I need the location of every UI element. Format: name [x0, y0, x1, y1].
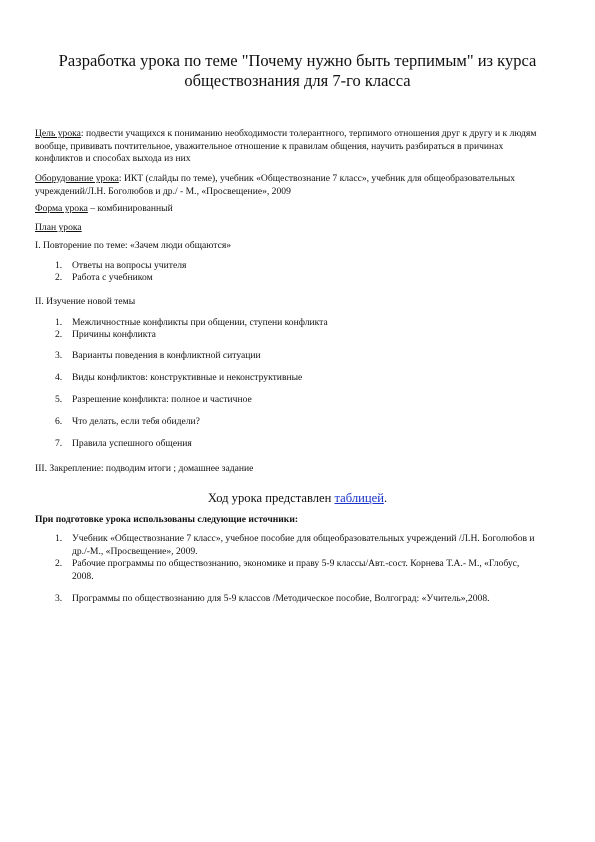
goal-paragraph	[35, 128, 565, 166]
section-2-heading: II. Изучение новой темы	[35, 296, 136, 307]
list-number: 6.	[55, 416, 63, 427]
title-line-1: Разработка урока по теме "Почему нужно быть терпимым" из курса	[58, 51, 537, 70]
list-item: Ответы на вопросы учителя	[72, 260, 187, 271]
goal-label: Цель урока	[35, 128, 81, 139]
plan-label: План урока	[35, 222, 82, 233]
equipment-line-2: учреждений/Л.Н. Боголюбов и др./ - М., «Просвещение», 2009	[35, 185, 291, 197]
list-item: Межличностные конфликты при общении, ступени конфликта	[72, 317, 328, 328]
list-number: 1.	[55, 260, 63, 271]
list-item: Разрешение конфликта: полное и частичное	[72, 394, 252, 405]
course-end: .	[383, 491, 388, 505]
equipment-line-1: : ИКТ (слайды по теме), учебник «Обществознание 7 класс», учебник для общеобразовательных	[118, 173, 515, 184]
goal-line-1: : подвести учащихся к пониманию необходимости толерантного, терпимого отношения друг к другу и к людям	[80, 128, 537, 139]
source-line-1: Программы по обществознанию для 5-9 классов /Методическое пособие, Волгоград: «Учитель»,2008.	[72, 593, 490, 604]
sources-heading: При подготовке урока использованы следующие источники:	[35, 514, 299, 525]
list-item: Причины конфликта	[72, 329, 156, 340]
section-1-heading: I. Повторение по теме: «Зачем люди общаются»	[35, 240, 232, 251]
equipment-paragraph	[35, 173, 565, 198]
source-item	[72, 558, 562, 583]
list-item: Варианты поведения в конфликтной ситуации	[72, 350, 261, 361]
source-item	[72, 533, 562, 558]
list-number: 1.	[55, 317, 63, 328]
form-label: Форма урока	[35, 203, 88, 214]
list-item: Виды конфликтов: конструктивные и неконструктивные	[72, 372, 303, 383]
equipment-label: Оборудование урока	[35, 173, 119, 184]
source-line-1: Учебник «Обществознание 7 класс», учебное пособие для общеобразовательных учреждений /Л.Н. Боголюбов и	[72, 533, 535, 544]
list-number: 1.	[55, 533, 63, 544]
source-line-2: др./-М., «Просвещение», 2009.	[72, 545, 198, 557]
list-number: 7.	[55, 438, 63, 449]
list-item: Правила успешного общения	[72, 438, 192, 449]
goal-line-3: конфликтов и способах выхода из них	[35, 153, 191, 164]
list-number: 3.	[55, 350, 63, 361]
list-number: 3.	[55, 593, 63, 604]
source-line-2: 2008.	[72, 570, 94, 582]
section-3-heading: III. Закрепление: подводим итоги ; домашнее задание	[35, 463, 254, 474]
form-value: – комбинированный	[87, 203, 173, 214]
page-title	[40, 51, 555, 91]
title-line-2: обществознания для 7-го класса	[184, 71, 411, 90]
form-paragraph	[35, 203, 565, 216]
course-line	[40, 490, 555, 506]
table-link[interactable]: таблицей	[334, 491, 384, 505]
source-line-1: Рабочие программы по обществознанию, экономике и праву 5-9 классы/Авт.-сост. Корнева Т.А.- М., «Глобус,	[72, 558, 520, 569]
list-item: Работа с учебником	[72, 272, 153, 283]
list-number: 2.	[55, 558, 63, 569]
goal-line-2: вообще, прививать почтительное, уважительное отношение к правилам общения, научить разбираться в причинах	[35, 140, 504, 152]
list-number: 2.	[55, 272, 63, 283]
course-text: Ход урока представлен	[207, 491, 335, 505]
list-item: Что делать, если тебя обидели?	[72, 416, 200, 427]
list-number: 5.	[55, 394, 63, 405]
list-number: 4.	[55, 372, 63, 383]
source-item	[72, 593, 562, 606]
list-number: 2.	[55, 329, 63, 340]
